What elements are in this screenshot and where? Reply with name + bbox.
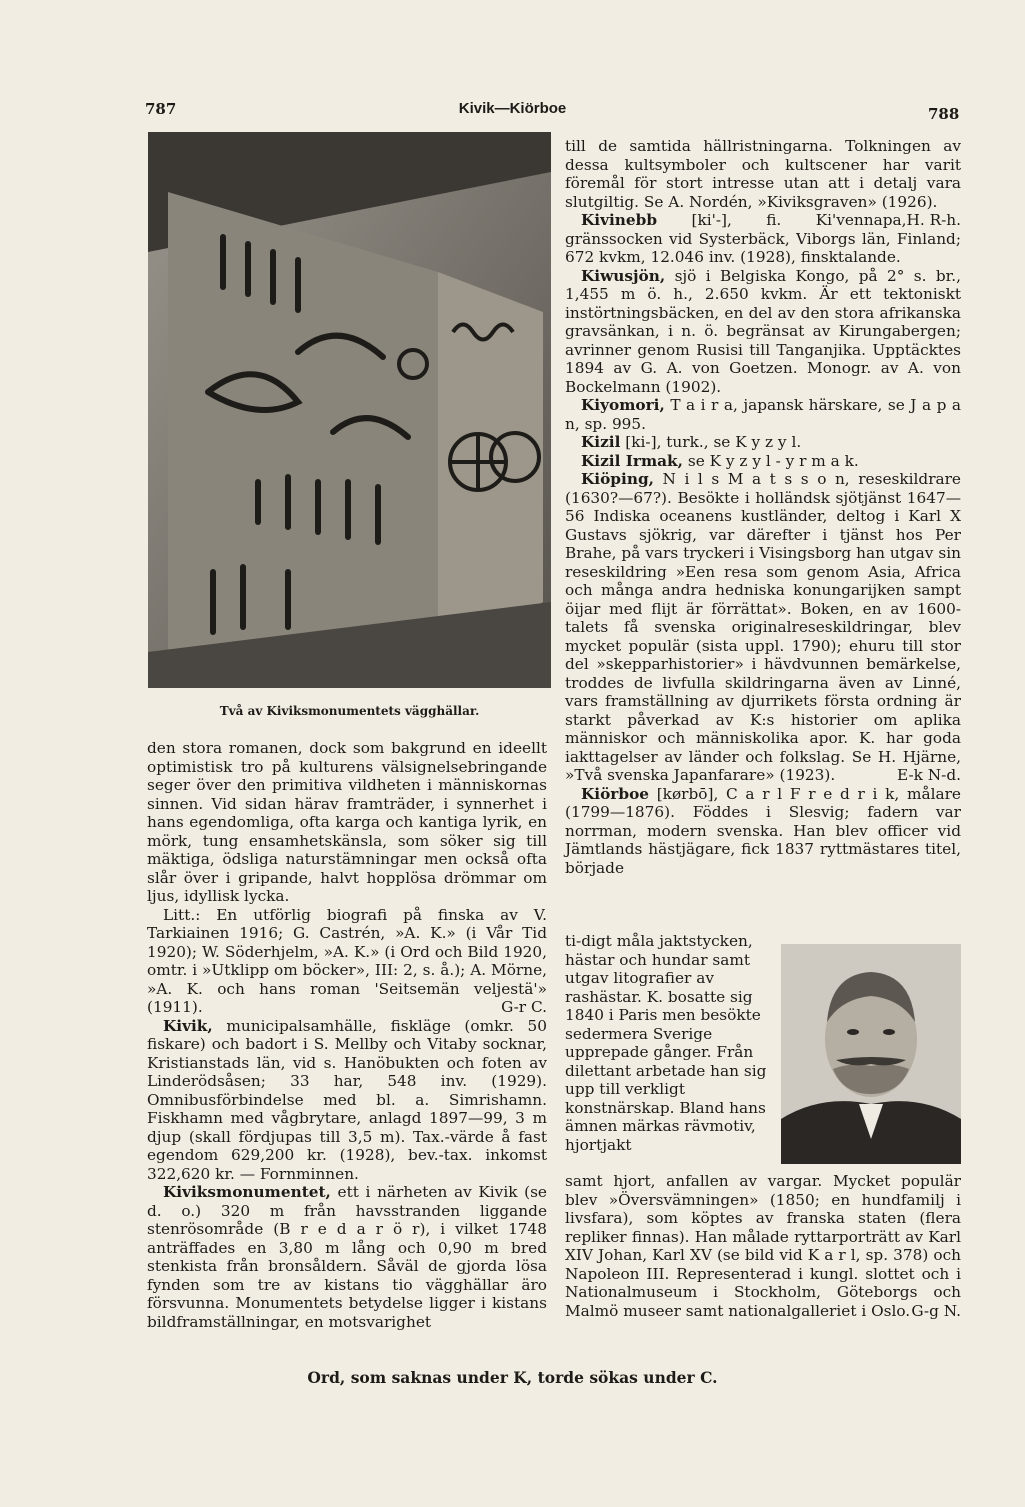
entry-kivik-text: municipalsamhälle, fiskläge (omkr. 50 fiskare) och badort i S. Mellby och Vitaby socknar, Kristianstads län, vid s. Hanöbukten och foten av Linderödsåsen; 33 har, 548 inv. (1929). Omnibusförbindelse med bl. a. Simrishamn. Fiskhamn med vågbrytare, anlagd 1897—99, 3 m djup (skall fördjupas till 3,5 m). Tax.-värde å fast egendom 629,200 kr. (1928), bev.-tax. inkomst 322,620 kr. — Fornminnen. [147,1016,547,1183]
headword-kiyomori: Kiyomori, [581,396,665,414]
kiorboe-signature: G-g N. [911,1301,961,1320]
monument-signature: H. R-h. [906,211,961,229]
page-number-right: 788 [928,105,960,123]
entry-kiyomori-text: T a i r a, japansk härskare, se J a p a n, sp. 995. [565,396,961,433]
right-column [565,137,961,877]
entry-kiviksmonumentet [147,1183,547,1331]
entry-kivinebb-text: [ki'-], fi. Ki'vennapa, gränssocken vid Systerbäck, Viborgs län, Finland; 672 kvkm, 12.046 inv. (1928), finsktalande. [565,211,961,266]
entry-kizil [565,433,961,452]
entry-kiviksmonumentet-text: ett i närheten av Kivik (se d. o.) 320 m från havsstranden liggande stenrösområde (B r e d a r ö r), i vilket 1748 anträffades en 3,80 m lång och 0,90 m bred stenkista från bronsåldern. Såväl de gjorda lösa fynden som tre av kistans tio vägghällar äro försvunna. Monumentets betydelse ligger i kistans bildframställningar, en motsvarighet [147,1183,547,1331]
entry-kizil-text: [ki-], turk., se K y z y l. [625,433,802,451]
headword-kioping: Kiöping, [581,470,654,488]
running-title: Kivik—Kiörboe [458,100,567,117]
kiorboe-portrait [781,944,961,1164]
entry-kivik [147,1017,547,1184]
kiorboe-wrapped-text: ti-digt måla jaktstycken, hästar och hundar samt utgav litografier av rashästar. K. bosatte sig 1840 i Paris men besökte sedermera Sverige upprepade gånger. Från dilettant arbetade han sig upp till verkligt konstnärskap. Bland hans ämnen märkas rävmotiv, hjortjakt [565,932,767,1154]
figure-caption: Två av Kiviksmonumentets vägghällar. [219,704,480,718]
kioping-signature: E-k N-d. [897,766,961,784]
kivik-monument-photo [148,132,551,688]
headword-kivik: Kivik, [163,1016,213,1035]
entry-kiorboe-text: [kørbō], C a r l F r e d r i k, målare (1799—1876). Föddes i Slesvig; fadern var norrman, modern svenska. Han blev officer vid Jämtlands hästjägare, fick 1837 ryttmästares titel, började [565,784,961,877]
kiorboe-text-continued [565,1172,961,1320]
article-continuation: den stora romanen, dock som bakgrund en ideellt optimistisk tro på kulturens välsignelsebringande seger över den primitiva vildheten i människornas sinnen. Vid sidan härav framträder, i synnerhet i hans egendomliga, ofta karga och kantiga lyrik, en mörk, tung ensamhetskänsla, som söker sig till mäktiga, ödsliga naturstämningar men också ofta slår över i gripande, halvt hopplösa drömmar om ljus, idyllisk lycka. [147,739,547,905]
page-number-left: 787 [145,100,177,118]
entry-kioping-text: N i l s M a t s s o n, reseskildrare (1630?—67?). Besökte i holländsk sjötjänst 1647—56 Indiska oceanens kustländer, deltog i Karl X Gustavs sjökrig, var därefter i tjänst hos Per Brahe, på vars tryckeri i Visingsborg han utgav sin reseskildring »Een resa som genom Asia, Africa och många andra hedniska konungarijken sampt öijar med flijt är förrättat». Boken, en av 1600-talets få svenska originalreseskildringar, blev mycket populär (sista uppl. 1790); ehuru till stor del »skepparhistorier» i hävdvunnen bemärkelse, troddes de livfulla skildringarna även av Linné, vars framställning av djurrikets första ordning är starkt påverkad av K:s historier om aplika människor och människolika apor. K. har goda iakttagelser av länder och folkslag. Se H. Hjärne, »Två svenska Japanfarare» (1923). [565,470,961,784]
entry-kiwusjon-text: sjö i Belgiska Kongo, på 2° s. br., 1,455 m ö. h., 2.650 kvkm. Är ett tektoniskt instörtningsbäcken, en del av den stora afrikanska gravsänkan, i n. ö. begränsat av Kirungabergen; avrinner genom Rusisi till Tanganjika. Upptäcktes 1894 av G. A. von Goetzen. Monogr. av A. von Bockelmann (1902). [565,266,961,396]
entry-kiyomori [565,396,961,433]
headword-kiviksmonumentet: Kiviksmonumentet, [163,1183,331,1201]
literature-note [147,906,547,1017]
footer-note: Ord, som saknas under K, torde sökas under C. [307,1368,718,1387]
literature-text: Litt.: En utförlig biografi på finska av V. Tarkiainen 1916; G. Castrén, »A. K.» (i Vår Tid 1920); W. Söderhjelm, »A. K.» (i Ord och Bild 1920, omtr. i »Utklipp om böcker», III: 2, s. å.); A. Mörne, »A. K. och hans roman 'Seitsemän veljestä'» (1911). [147,905,547,1016]
headword-kivinebb: Kivinebb [581,211,658,229]
entry-kizil-irmak [565,452,961,471]
entry-kizil-irmak-text: se K y z y l - y r m a k. [687,451,859,470]
entry-kivinebb [565,211,961,267]
headword-kizil-irmak: Kizil Irmak, [581,451,683,470]
entry-kiwusjon [565,267,961,397]
monument-continuation-text: till de samtida hällristningarna. Tolkningen av dessa kultsymboler och kultscener har varit föremål för stort intresse utan att i detalj vara slutgiltig. Se A. Nordén, »Kiviksgraven» (1926). [565,137,961,211]
headword-kiwusjon: Kiwusjön, [581,266,666,285]
entry-kioping [565,470,961,785]
left-column [147,739,547,1331]
entry-kiorboe [565,785,961,878]
literature-signature: G-r C. [501,998,547,1016]
headword-kizil: Kizil [581,433,621,451]
headword-kiorboe: Kiörboe [581,784,649,803]
kiorboe-text-final: samt hjort, anfallen av vargar. Mycket populär blev »Översvämningen» (1850; en hundfamilj i livsfara), som köptes av franska staten (flera repliker finnas). Han målade ryttarporträtt av Karl XIV Johan, Karl XV (se bild vid K a r l, sp. 378) och Napoleon III. Representerad i kungl. slottet och i Nationalmuseum i Stockholm, Göteborgs och Malmö museer samt nationalgalleriet i Oslo. [565,1172,961,1320]
kiorboe-continued [565,1172,961,1320]
